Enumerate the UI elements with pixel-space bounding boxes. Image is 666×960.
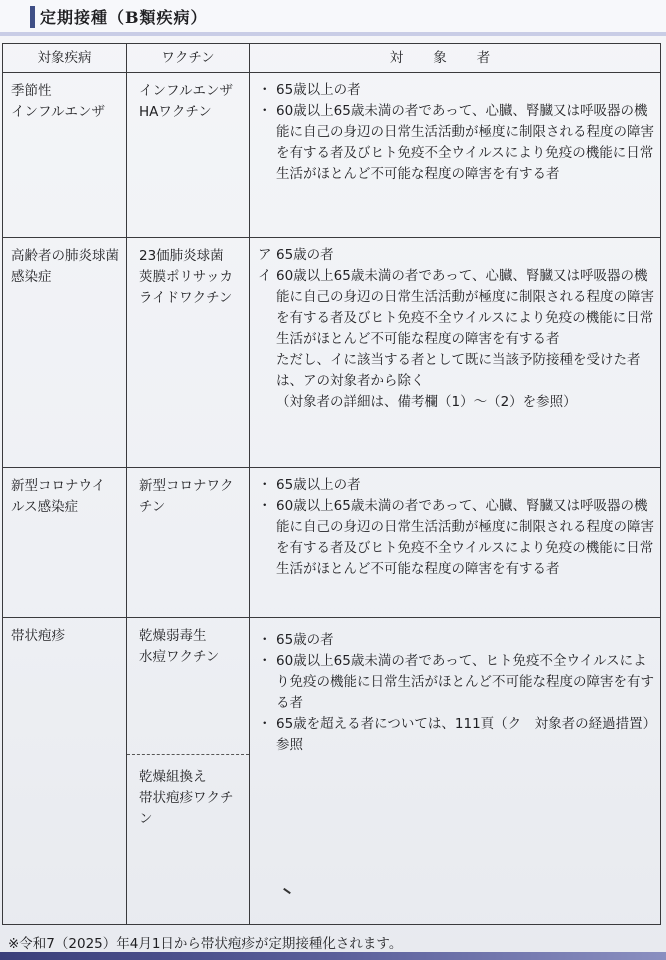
target-item bbox=[258, 80, 654, 101]
target-cell bbox=[250, 468, 661, 618]
title-bar bbox=[0, 0, 666, 34]
disease-line: 帯状疱疹 bbox=[11, 628, 65, 644]
reference-note: （対象者の詳細は、備考欄（1）～（2）を参照） bbox=[276, 394, 577, 410]
table-header-row bbox=[3, 44, 661, 73]
vaccine-line: 莢膜ポリサッカ bbox=[139, 269, 233, 285]
target-item bbox=[258, 714, 654, 756]
disease-line: 高齢者の肺炎球菌 bbox=[11, 248, 119, 264]
vaccine-line: HAワクチン bbox=[139, 104, 212, 120]
vaccine-recombinant bbox=[127, 754, 249, 924]
disease-line: 新型コロナウイ bbox=[11, 478, 106, 494]
exclusion-note: ただし、イに該当する者として既に当該予防接種を受けた者は、アの対象者から除く bbox=[276, 352, 641, 389]
disease-cell bbox=[3, 238, 127, 468]
disease-line: インフルエンザ bbox=[11, 104, 105, 120]
disease-line: 季節性 bbox=[11, 83, 52, 99]
item-mark: ・ bbox=[258, 477, 272, 493]
vaccine-line: チン bbox=[139, 499, 166, 515]
target-item bbox=[258, 630, 654, 651]
header-vaccine: ワクチン bbox=[127, 44, 250, 73]
table-row-pneumococcal bbox=[3, 238, 661, 468]
footnote: ※令和7（2025）年4月1日から帯状疱疹が定期接種化されます。 bbox=[8, 936, 403, 952]
vaccination-table bbox=[2, 43, 661, 925]
target-item bbox=[258, 475, 654, 496]
vaccine-line: 乾燥弱毒生 bbox=[139, 628, 207, 644]
item-mark: ・ bbox=[258, 498, 272, 514]
vaccine-line: インフルエンザ bbox=[139, 83, 233, 99]
vaccine-live bbox=[127, 626, 249, 754]
item-mark: ・ bbox=[258, 653, 272, 669]
vaccine-line: 乾燥組換え bbox=[139, 769, 207, 785]
vaccine-cell bbox=[127, 73, 250, 238]
item-mark: ・ bbox=[258, 82, 272, 98]
target-item bbox=[258, 245, 654, 266]
target-cell bbox=[250, 238, 661, 468]
item-text: 60歳以上65歳未満の者であって、心臓、腎臓又は呼吸器の機能に自己の身辺の日常生活活動が極度に制限される程度の障害を有する者及びヒト免疫不全ウイルスにより免疫の機能に日常生活がほとんど不可能な程度の障害を有する者 bbox=[276, 498, 654, 577]
header-target: 対象者 bbox=[250, 44, 661, 73]
item-text: 60歳以上65歳未満の者であって、心臓、腎臓又は呼吸器の機能に自己の身辺の日常生活活動が極度に制限される程度の障害を有する者及びヒト免疫不全ウイルスにより免疫の機能に日常生活がほとんど不可能な程度の障害を有する者 bbox=[276, 103, 654, 182]
title-underline bbox=[0, 32, 666, 36]
vaccine-cell bbox=[127, 468, 250, 618]
item-text: 65歳を超える者については、111頁（ク 対象者の経過措置）参照 bbox=[276, 716, 650, 753]
target-cell bbox=[250, 618, 661, 925]
disease-cell bbox=[3, 468, 127, 618]
bottom-decorative-bar bbox=[0, 952, 666, 960]
target-item bbox=[258, 101, 654, 185]
item-text: 60歳以上65歳未満の者であって、心臓、腎臓又は呼吸器の機能に自己の身辺の日常生活活動が極度に制限される程度の障害を有する者及びヒト免疫不全ウイルスにより免疫の機能に日常生活がほとんど不可能な程度の障害を有する者 bbox=[276, 268, 654, 347]
item-mark: ・ bbox=[258, 716, 272, 732]
item-mark: ・ bbox=[258, 632, 272, 648]
title-accent-mark bbox=[30, 6, 35, 28]
vaccine-cell bbox=[127, 238, 250, 468]
item-text: 65歳の者 bbox=[276, 632, 334, 648]
target-item bbox=[258, 651, 654, 714]
target-cell bbox=[250, 73, 661, 238]
item-text: 65歳の者 bbox=[276, 247, 334, 263]
vaccine-split bbox=[127, 626, 249, 924]
vaccine-cell bbox=[127, 618, 250, 925]
disease-cell bbox=[3, 618, 127, 925]
disease-cell bbox=[3, 73, 127, 238]
item-mark: イ bbox=[258, 268, 272, 284]
vaccine-line: 帯状疱疹ワクチン bbox=[139, 790, 234, 827]
table-row-shingles bbox=[3, 618, 661, 925]
vaccine-line: ライドワクチン bbox=[139, 290, 233, 306]
disease-line: ルス感染症 bbox=[11, 499, 79, 515]
table-row-covid bbox=[3, 468, 661, 618]
item-text: 60歳以上65歳未満の者であって、ヒト免疫不全ウイルスにより免疫の機能に日常生活がほとんど不可能な程度の障害を有する者 bbox=[276, 653, 654, 711]
header-disease: 対象疾病 bbox=[3, 44, 127, 73]
item-mark: ア bbox=[258, 247, 272, 263]
item-text: 65歳以上の者 bbox=[276, 477, 361, 493]
vaccine-line: 水痘ワクチン bbox=[139, 649, 220, 665]
target-item bbox=[258, 266, 654, 350]
disease-line: 感染症 bbox=[11, 269, 52, 285]
item-text: 65歳以上の者 bbox=[276, 82, 361, 98]
vaccine-line: 新型コロナワク bbox=[139, 478, 234, 494]
item-mark: ・ bbox=[258, 103, 272, 119]
table-row-influenza bbox=[3, 73, 661, 238]
page-title: 定期接種（B類疾病） bbox=[40, 8, 208, 27]
target-item bbox=[258, 496, 654, 580]
vaccine-line: 23価肺炎球菌 bbox=[139, 248, 224, 264]
